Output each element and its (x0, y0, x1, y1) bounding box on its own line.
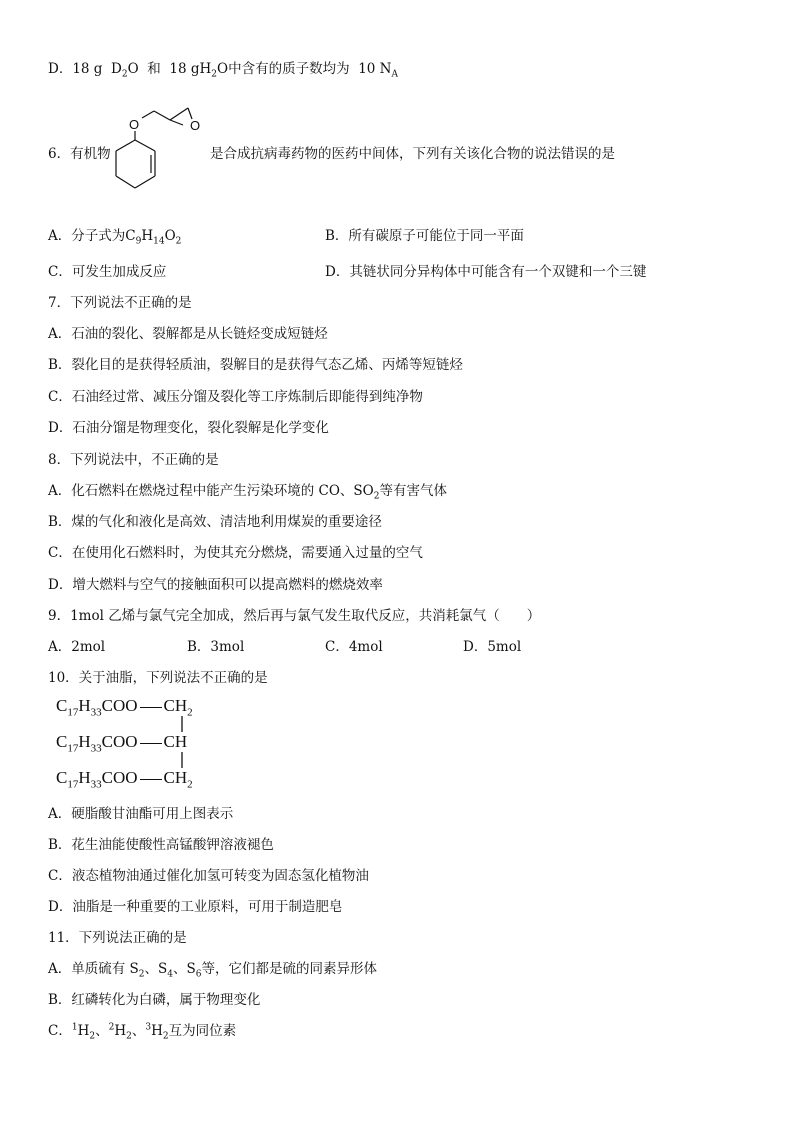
q5-option-d: D．18 g $D_2O$ 和 18 $gH_2O$中含有的质子数均为 10 $N_A$ (48, 61, 398, 80)
q11-option-c: C．$^1H_2$、$^2H_2$、$^3H_2$互为同位素 (48, 1022, 237, 1042)
q9-option-c: C．4mol (325, 639, 383, 655)
q11-option-b: B．红磷转化为白磷，属于物理变化 (48, 992, 261, 1008)
q6-option-b: B．所有碳原子可能位于同一平面 (325, 228, 524, 244)
q10-option-b: B．花生油能使酸性高锰酸钾溶液褪色 (48, 837, 274, 853)
q7-stem: 7．下列说法不正确的是 (48, 295, 192, 311)
q10-stem: 10．关于油脂，下列说法不正确的是 (48, 670, 268, 686)
q6-stem-prefix: 6．有机物 (48, 146, 111, 162)
q8-option-c: C．在使用化石燃料时，为使其充分燃烧，需要通入过量的空气 (48, 545, 423, 561)
formula-row-3: $C_{17}H_{33}COO$ $CH_2$ (56, 768, 193, 791)
proton-value: 10 $N_A$ (358, 61, 398, 80)
q9-option-d: D．5mol (463, 639, 522, 655)
q7-option-d: D．石油分馏是物理变化，裂化裂解是化学变化 (48, 420, 329, 436)
q6-option-d: D．其链状同分异构体中可能含有一个双键和一个三键 (325, 264, 647, 280)
q6-stem-suffix: 是合成抗病毒药物的医药中间体，下列有关该化合物的说法错误的是 (210, 146, 615, 162)
q10-option-d: D．油脂是一种重要的工业原料，可用于制造肥皂 (48, 899, 343, 915)
formula-row-1: $C_{17}H_{33}COO$ $CH_2$ (56, 696, 193, 719)
q7-option-a: A．石油的裂化、裂解都是从长链烃变成短链烃 (48, 326, 328, 342)
h2o-formula: $H_2O$ (199, 61, 229, 80)
q8-option-b: B．煤的气化和液化是高效、清洁地利用煤炭的重要途径 (48, 514, 382, 530)
d2o-formula: $D_2O$ (111, 61, 139, 80)
formula-vertical-bonds (176, 696, 188, 796)
q7-option-b: B．裂化目的是获得轻质油，裂解目的是获得气态乙烯、丙烯等短链烃 (48, 357, 463, 373)
q8-stem: 8．下列说法中，不正确的是 (48, 452, 219, 468)
q11-option-a: A．单质硫有 $S_2$、$S_4$、$S_6$等，它们都是硫的同素异形体 (48, 961, 377, 980)
q6-option-a: A．分子式为$C_9H_{14}O_2$ (48, 228, 182, 247)
q8-option-d: D．增大燃料与空气的接触面积可以提高燃料的燃烧效率 (48, 577, 383, 593)
formula-row-2: $C_{17}H_{33}COO$ CH (56, 732, 188, 755)
q7-option-c: C．石油经过常、减压分馏及裂化等工序炼制后即能得到纯净物 (48, 389, 423, 405)
q11-stem: 11．下列说法正确的是 (48, 930, 187, 946)
q10-option-c: C．液态植物油通过催化加氢可转变为固态氢化植物油 (48, 868, 369, 884)
q10-option-a: A．硬脂酸甘油酯可用上图表示 (48, 806, 234, 822)
ether-oxygen: O (129, 117, 140, 132)
q9-option-a: A．2mol (48, 639, 106, 655)
q6-structure-image (108, 98, 208, 202)
q9-stem: 9．1mol 乙烯与氯气完全加成，然后再与氯气发生取代反应，共消耗氯气（ ） (48, 608, 541, 624)
epoxide-oxygen: O (190, 118, 201, 133)
q6-option-c: C．可发生加成反应 (48, 264, 167, 280)
q9-option-b: B．3mol (187, 639, 245, 655)
q8-option-a: A．化石燃料在燃烧过程中能产生污染环境的 CO、$SO_2$等有害气体 (48, 483, 447, 502)
